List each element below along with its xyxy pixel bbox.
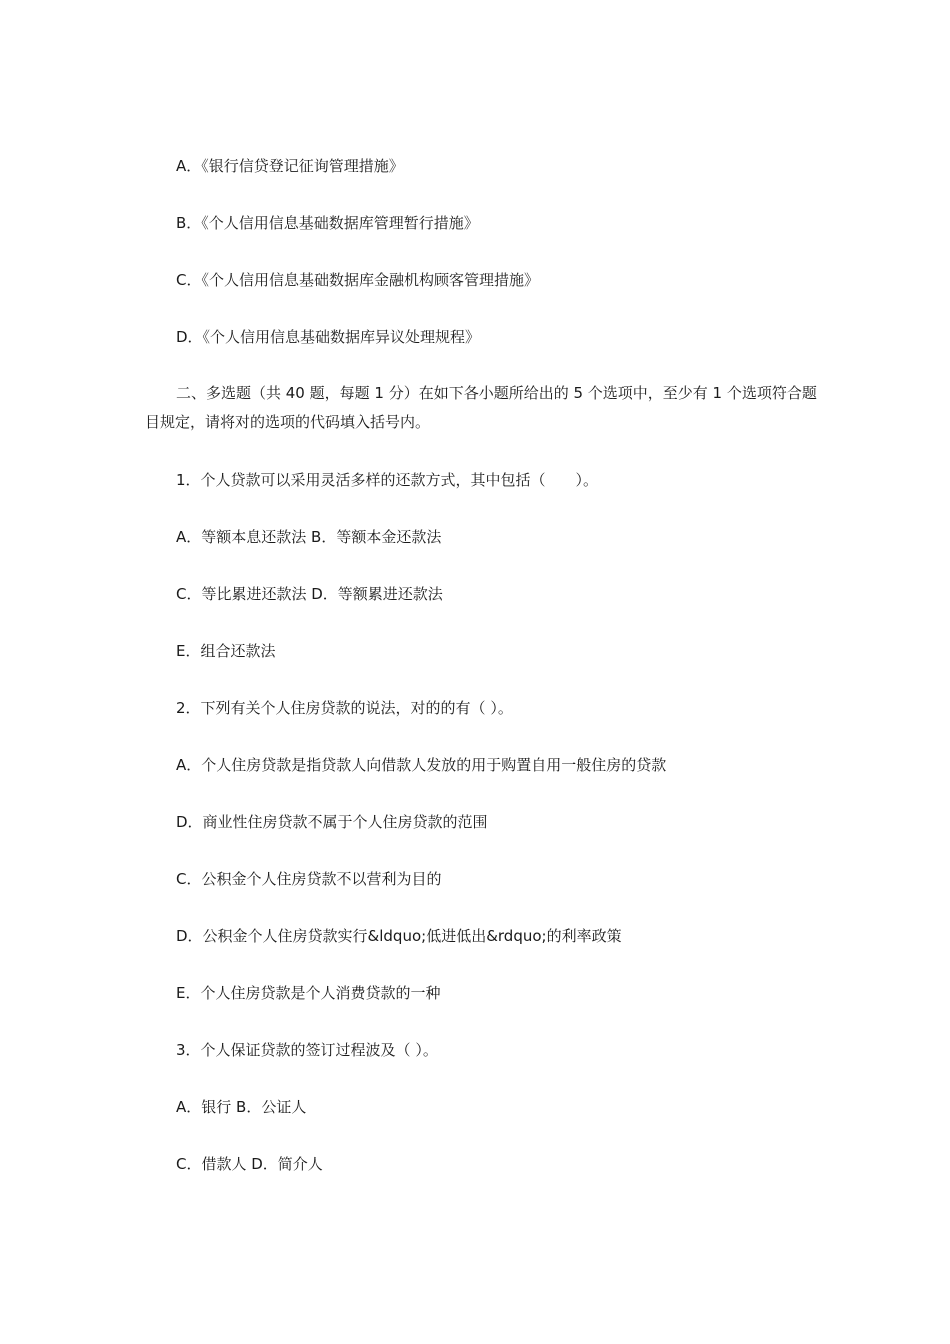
q2-option-a: A．个人住房贷款是指贷款人向借款人发放的用于购置自用一般住房的贷款 <box>176 756 667 774</box>
q2-option-e: E．个人住房贷款是个人消费贷款的一种 <box>176 984 441 1002</box>
q2-option-d2: D．公积金个人住房贷款实行&ldquo;低进低出&rdquo;的利率政策 <box>176 927 622 945</box>
question-2: 2．下列有关个人住房贷款的说法，对的的有（ ）。 <box>176 699 513 717</box>
section-heading: 二、多选题（共 40 题，每题 1 分）在如下各小题所给出的 5 个选项中，至少有 1 个选项符合题目规定，请将对的选项的代码填入括号内。 <box>145 384 817 431</box>
q3-options-cd: C．借款人 D．简介人 <box>176 1155 323 1173</box>
q1-options-cd: C．等比累进还款法 D．等额累进还款法 <box>176 585 443 603</box>
q1-options-ab: A．等额本息还款法 B．等额本金还款法 <box>176 528 442 546</box>
q3-options-ab: A．银行 B．公证人 <box>176 1098 307 1116</box>
option-c-line: C．《个人信用信息基础数据库金融机构顾客管理措施》 <box>176 271 539 289</box>
option-d-line: D．《个人信用信息基础数据库异议处理规程》 <box>176 328 481 346</box>
q2-option-c: C．公积金个人住房贷款不以营利为目的 <box>176 870 442 888</box>
option-a-line: A．《银行信贷登记征询管理措施》 <box>176 157 404 175</box>
q2-option-d1: D．商业性住房贷款不属于个人住房贷款的范围 <box>176 813 488 831</box>
question-1: 1．个人贷款可以采用灵活多样的还款方式，其中包括（ ）。 <box>176 471 599 489</box>
q1-option-e: E．组合还款法 <box>176 642 276 660</box>
option-b-line: B．《个人信用信息基础数据库管理暂行措施》 <box>176 214 479 232</box>
question-3: 3．个人保证贷款的签订过程波及（ ）。 <box>176 1041 438 1059</box>
